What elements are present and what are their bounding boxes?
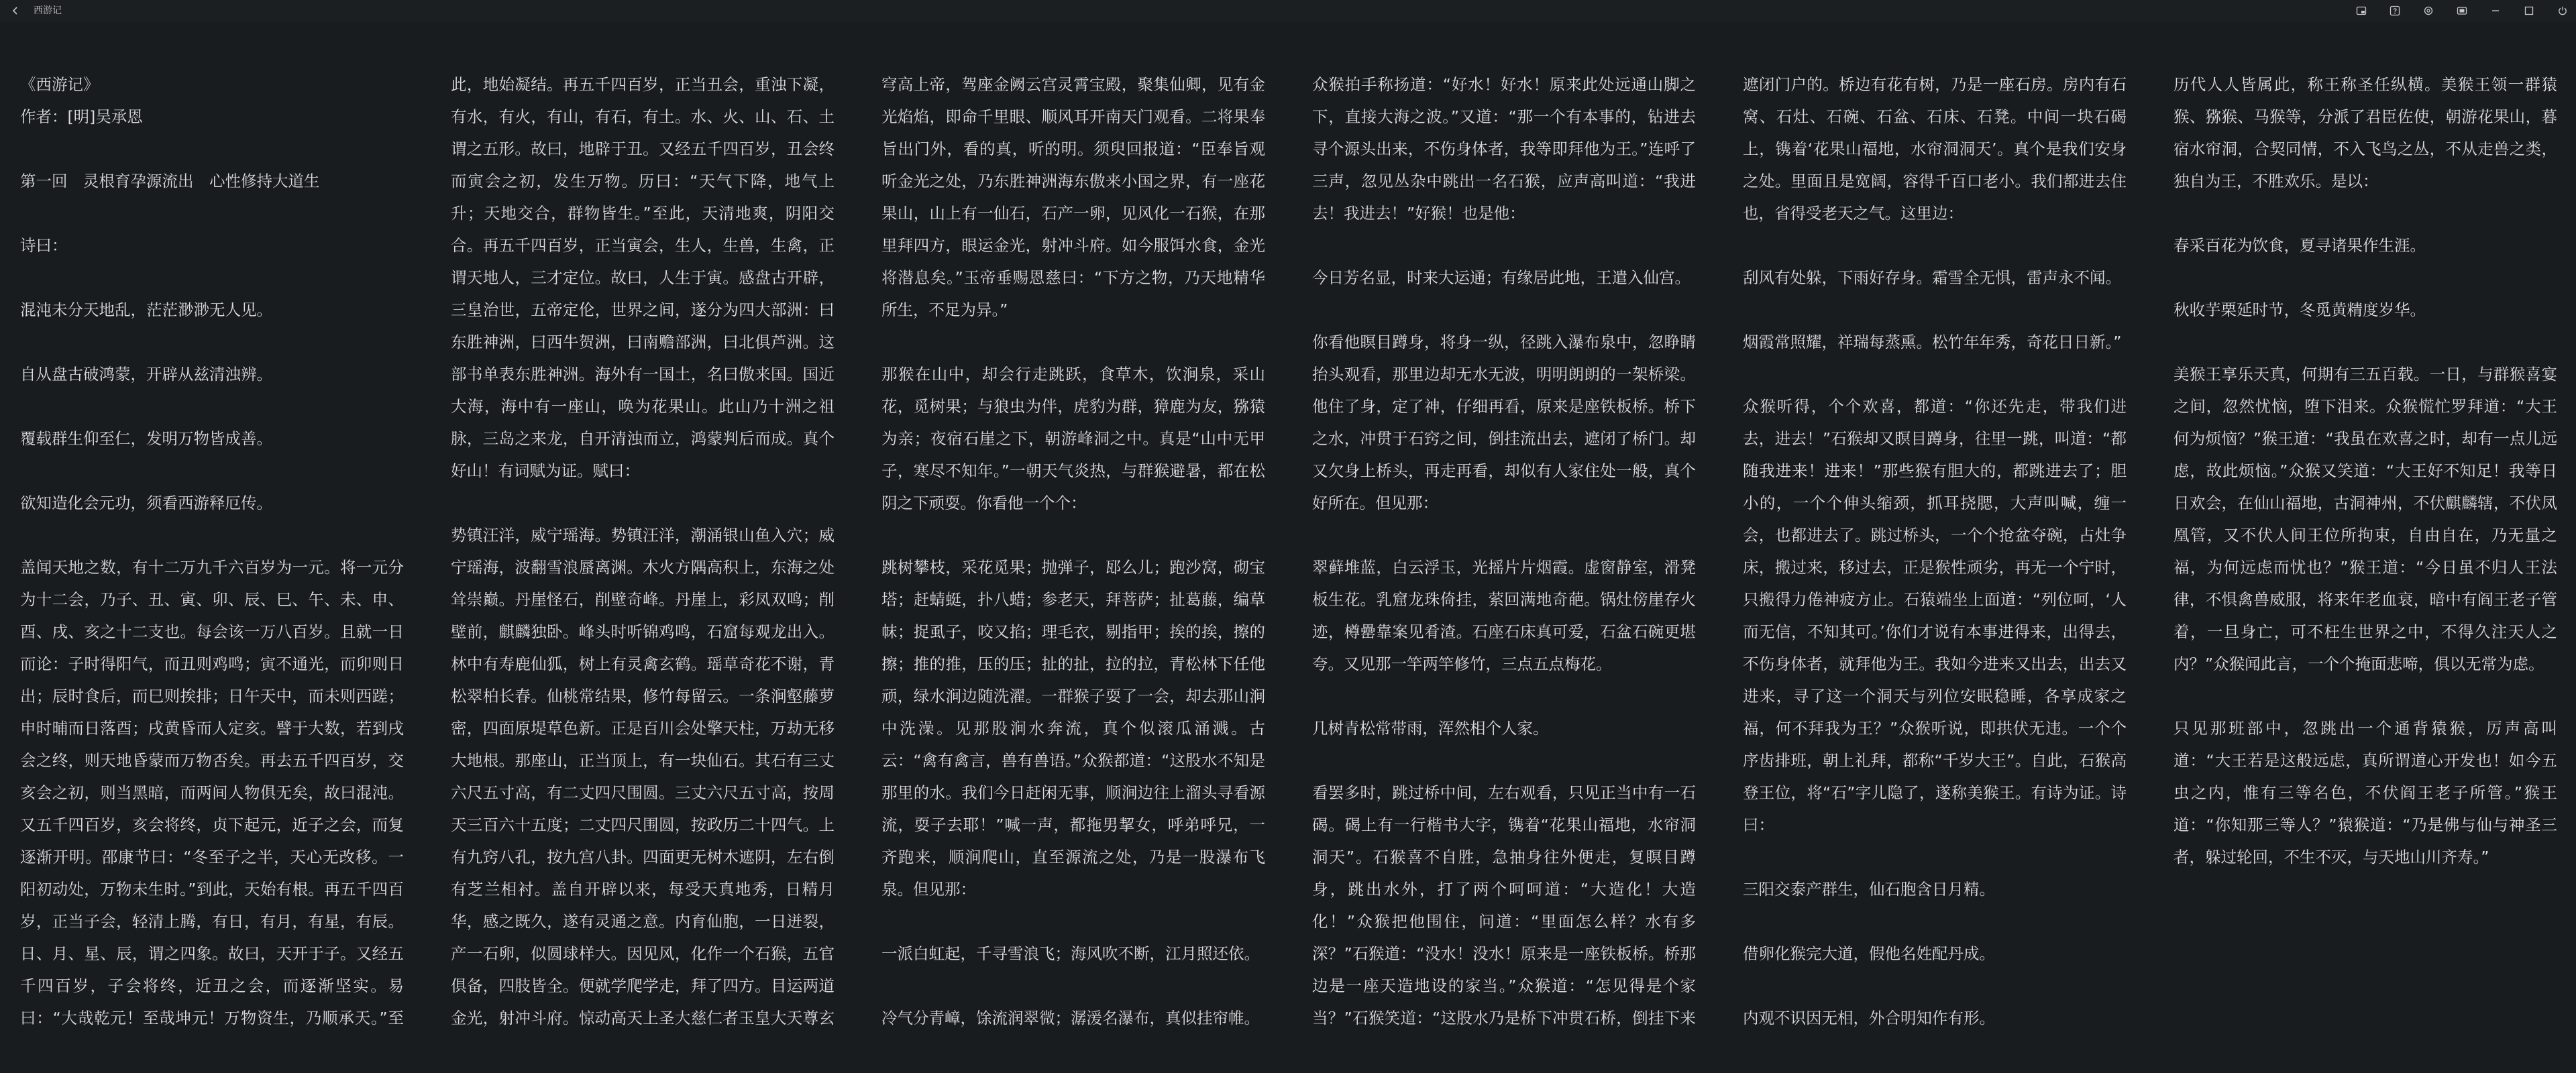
paragraph: 势镇汪洋，威宁瑶海。势镇汪洋，潮涌银山鱼入穴；威宁瑶海，波翻雪浪蜃离渊。木火方隅高积上，东海之处耸崇巅。丹崖怪石，削壁奇峰。丹崖上，彩凤双鸣；削壁前，麒麟独卧。峰头时听锦鸡鸣，石窟每观龙出入。林中有寿鹿仙狐，树上有灵禽玄鹤。瑶草奇花不谢，青松翠柏长春。仙桃常结果，修竹每留云。一条涧壑藤萝密，四面原堤草色新。正是百川会处擎天柱，万劫无移大地根。那座山，正当顶上，有一块仙石。其石有三丈六尺五寸高，有二丈四尺围圆。三丈六尺五寸高，按周天三百六十五度；二丈四尺围圆，按政历二十四气。上有九窍八孔，按九宫八卦。四面更无树木遮阴，左右倒有芝兰相衬。盖自开辟以来，每受天真地秀，日精月华，感之既久，遂有灵通之意。内育仙胞，一日迸裂，产一石卵，似圆球样大。因见风，化作一个石猴，五官俱备，四肢皆全。便就学爬学走，拜了四方。目运两道金光，射冲斗府。惊动高天上圣大慈仁者玉皇大天尊玄穹高上帝，驾座金阙云宫灵霄宝殿，聚集仙卿，见有金光焰焰，即命千里眼、顺风耳开南天门观看。二将果奉旨出门外，看的真，听的明。须臾回报道：“臣奉旨观听金光之处，乃东胜神洲海东傲来小国之界，有一座花果山，山上有一仙石，石产一卵，见风化一石猴，在那里拜四方，眼运金光，射冲斗府。如今服饵水食，金光将潜息矣。”玉帝垂赐恩慈曰：“下方之物，乃天地精华所生，不足为异。”: [451, 75, 1265, 1027]
title-bar: [0, 0, 2576, 21]
paragraph: 今日芳名显，时来大运通；有缘居此地，王遣入仙宫。: [1312, 268, 1690, 287]
window-controls: [2336, 3, 2571, 19]
maximize-icon: [2524, 5, 2534, 16]
paragraph: 三阳交泰产群生，仙石胞含日月精。: [1743, 880, 1995, 899]
paragraph: 美猴王享乐天真，何期有三五百载。一日，与群猴喜宴之间，忽然忧恼，堕下泪来。众猴慌忙罗拜道：“大王何为烦恼？”猴王道：“我虽在欢喜之时，却有一点儿远虑，故此烦恼。”众猴又笑道：“大王好不知足！我等日日欢会，在仙山福地，古洞神州，不伏麒麟辖，不伏凤凰管，又不伏人间王位所拘束，自由自在，乃无量之福，为何远虑而忧也？”猴王道：“今日虽不归人王法律，不惧禽兽威服，将来年老血衰，暗中有阎王老子管着，一旦身亡，可不枉生世界之中，不得久注天人之内？”众猴闻此言，一个个掩面悲啼，俱以无常为虑。: [2174, 365, 2557, 673]
paragraph: 那猴在山中，却会行走跳跃，食草木，饮涧泉，采山花，觅树果；与狼虫为伴，虎豹为群，獐鹿为友，猕猿为亲；夜宿石崖之下，朝游峰洞之中。真是“山中无甲子，寒尽不知年。”一朝天气炎热，与群猴避暑，都在松阴之下顽耍。你看他一个个：: [881, 365, 1265, 512]
paragraph: 借卵化猴完大道，假他名姓配丹成。: [1743, 944, 1995, 963]
paragraph: 历代人人皆属此，称王称圣任纵横。美猴王领一群猿猴、猕猴、马猴等，分派了君臣佐使，朝游花果山，暮宿水帘洞，合契同情，不入飞鸟之丛，不从走兽之类，独自为王，不胜欢乐。是以：: [2174, 75, 2557, 190]
paragraph: 只见那班部中，忽跳出一个通背猿猴，厉声高叫道：“大王若是这般远虑，真所谓道心开发也！如今五虫之内，惟有三等名色，不伏阎王老子所管。”猴王道：“你知那三等人？”猿猴道：“乃是佛与仙与神圣三者，躲过轮回，不生不灭，与天地山川齐寿。”: [2174, 719, 2557, 866]
minimize-button[interactable]: [2487, 3, 2504, 19]
power-icon: [2557, 5, 2568, 16]
power-button[interactable]: [2555, 3, 2571, 19]
back-button[interactable]: [8, 3, 23, 18]
fullscreen-button[interactable]: [2454, 3, 2470, 19]
paragraph: 混沌未分天地乱，茫茫渺渺无人见。: [20, 300, 272, 319]
paragraph: 烟霞常照耀，祥瑞每蒸熏。松竹年年秀，奇花日日新。”: [1743, 333, 2122, 351]
paragraph: 看罢多时，跳过桥中间，左右观看，只见正当中有一石碣。碣上有一行楷书大字，镌着“花果山福地，水帘洞洞天”。石猴喜不自胜，急抽身往外便走，复瞑目蹲身，跳出水外，打了两个呵呵道：“大造化！大造化！”众猴把他围住，问道：“里面怎么样？水有多深？”石猴道：“没水！没水！原来是一座铁板桥。桥那边是一座天造地设的家当。”众猴道：“怎见得是个家当？”石猴笑道：“这股水乃是桥下冲贯石桥，倒挂下来遮闭门户的。桥边有花有树，乃是一座石房。房内有石窝、石灶、石碗、石盆、石床、石凳。中间一块石碣上，镌着‘花果山福地，水帘洞洞天’。真个是我们安身之处。里面且是宽阔，容得千百口老小。我们都进去住也，省得受老天之气。这里边：: [1312, 75, 2127, 1027]
paragraph: 冷气分青嶂，馀流润翠微；潺湲名瀑布，真似挂帘帷。: [881, 1009, 1260, 1027]
help-button[interactable]: [2387, 3, 2403, 19]
paragraph: 诗曰：: [20, 236, 68, 255]
paragraph: 自从盘古破鸿蒙，开辟从兹清浊辨。: [20, 365, 272, 384]
paragraph: 众猴拍手称扬道：“好水！好水！原来此处远通山脚之下，直接大海之波。”又道：“那一个有本事的，钻进去寻个源头出来，不伤身体者，我等即拜他为王。”连呼了三声，忽见丛杂中跳出一名石猴，应声高叫道：“我进去！我进去！”好猴！也是他：: [1312, 75, 1696, 223]
back-icon: [11, 6, 20, 15]
paragraph: 覆载群生仰至仁，发明万物皆成善。: [20, 429, 272, 448]
paragraph: 一派白虹起，千寻雪浪飞；海风吹不断，江月照还依。: [881, 944, 1260, 963]
settings-icon: [2423, 5, 2434, 16]
paragraph: 众猴听得，个个欢喜，都道：“你还先走，带我们进去，进去！”石猴却又瞑目蹲身，往里一跳，叫道：“都随我进来！进来！”那些猴有胆大的，都跳进去了；胆小的，一个个伸头缩颈，抓耳挠腮，大声叫喊，缠一会，也都进去了。跳过桥头，一个个抢盆夺碗，占灶争床，搬过来，移过去，正是猴性顽劣，再无一个宁时，只搬得力倦神疲方止。石猿端坐上面道：“列位呵，‘人而无信，不知其可。’你们才说有本事进得来，出得去，不伤身体者，就拜他为王。我如今进来又出去，出去又进来，寻了这一个洞天与列位安眠稳睡，各享成家之福，何不拜我为王？”众猴听说，即拱伏无违。一个个序齿排班，朝上礼拜，都称“千岁大王”。自此，石猴高登王位，将“石”字儿隐了，遂称美猴王。有诗为证。诗曰：: [1743, 397, 2127, 834]
picture-in-picture-icon: [2356, 5, 2367, 16]
reading-pane: [20, 68, 2557, 1054]
fullscreen-icon: [2457, 5, 2467, 16]
paragraph: 刮风有处躲，下雨好存身。霜雪全无惧，雷声永不闻。: [1743, 268, 2121, 287]
paragraph: 作者：[明]吴承恩: [20, 107, 143, 126]
paragraph: 春采百花为饮食，夏寻诸果作生涯。: [2174, 236, 2426, 255]
help-icon: [2390, 5, 2400, 16]
paragraph: 欲知造化会元功，须看西游释厄传。: [20, 494, 272, 512]
window-title: 西游记: [34, 5, 62, 16]
paragraph: 几树青松常带雨，浑然相个人家。: [1312, 719, 1549, 738]
paragraph: 《西游记》: [20, 75, 99, 94]
minimize-icon: [2490, 5, 2501, 16]
paragraph: 盖闻天地之数，有十二万九千六百岁为一元。将一元分为十二会，乃子、丑、寅、卯、辰、巳、午、未、申、酉、戌、亥之十二支也。每会该一万八百岁。且就一日而论：子时得阳气，而丑则鸡鸣；寅不通光，而卯则日出；辰时食后，而巳则挨排；日午天中，而未则西蹉；申时晡而日落酉；戌黄昏而人定亥。譬于大数，若到戌会之终，则天地昏蒙而万物否矣。再去五千四百岁，交亥会之初，则当黑暗，而两间人物俱无矣，故曰混沌。又五千四百岁，亥会将终，贞下起元，近子之会，而复逐渐开明。邵康节曰：“冬至子之半，天心无改移。一阳初动处，万物未生时。”到此，天始有根。再五千四百岁，正当子会，轻清上腾，有日，有月，有星，有辰。日、月、星、辰，谓之四象。故曰，天开于子。又经五千四百岁，子会将终，近丑之会，而逐渐坚实。易曰：“大哉乾元！至哉坤元！万物资生，乃顺承天。”至此，地始凝结。再五千四百岁，正当丑会，重浊下凝，有水，有火，有山，有石，有土。水、火、山、石、土谓之五形。故曰，地辟于丑。又经五千四百岁，丑会终而寅会之初，发生万物。历曰：“天气下降，地气上升；天地交合，群物皆生。”至此，天清地爽，阴阳交合。再五千四百岁，正当寅会，生人，生兽，生禽，正谓天地人，三才定位。故曰，人生于寅。感盘古开辟，三皇治世，五帝定伦，世界之间，遂分为四大部洲：曰东胜神洲，曰西牛贺洲，曰南赡部洲，曰北俱芦洲。这部书单表东胜神洲。海外有一国土，名曰傲来国。国近大海，海中有一座山，唤为花果山。此山乃十洲之祖脉，三岛之来龙，自开清浊而立，鸿蒙判后而成。真个好山！有词赋为证。赋曰：: [20, 75, 835, 1027]
paragraph: 你看他瞑目蹲身，将身一纵，径跳入瀑布泉中，忽睁睛抬头观看，那里边却无水无波，明明朗朗的一架桥梁。他住了身，定了神，仔细再看，原来是座铁板桥。桥下之水，冲贯于石窍之间，倒挂流出去，遮闭了桥门。却又欠身上桥头，再走再看，却似有人家住处一般，真个好所在。但见那：: [1312, 333, 1696, 512]
paragraph: 翠藓堆蓝，白云浮玉，光摇片片烟霞。虚窗静室，滑凳板生花。乳窟龙珠倚挂，萦回满地奇葩。锅灶傍崖存火迹，樽罍靠案见肴渣。石座石床真可爱，石盆石碗更堪夸。又见那一竿两竿修竹，三点五点梅花。: [1312, 558, 1696, 673]
paragraph: 内观不识因无相，外合明知作有形。: [1743, 1009, 1995, 1027]
paragraph: 秋收芋栗延时节，冬觅黄精度岁华。: [2174, 300, 2426, 319]
picture-in-picture-button[interactable]: [2353, 3, 2369, 19]
maximize-button[interactable]: [2521, 3, 2537, 19]
paragraph: 第一回 灵根育孕源流出 心性修持大道生: [20, 172, 320, 190]
settings-button[interactable]: [2420, 3, 2436, 19]
paragraph: 跳树攀枝，采花觅果；抛弹子，邷么儿；跑沙窝，砌宝塔；赶蜻蜓，扑八蜡；参老天，拜菩萨；扯葛藤，编草帓；捉虱子，咬又掐；理毛衣，剔指甲；挨的挨，擦的擦；推的推，压的压；扯的扯，拉的拉，青松林下任他顽，绿水涧边随洗濯。一群猴子耍了一会，却去那山涧中洗澡。见那股涧水奔流，真个似滚瓜涌溅。古云：“禽有禽言，兽有兽语。”众猴都道：“这股水不知是那里的水。我们今日赶闲无事，顺涧边往上溜头寻看源流，耍子去耶！”喊一声，都拖男挈女，呼弟呼兄，一齐跑来，顺涧爬山，直至源流之处，乃是一股瀑布飞泉。但见那：: [881, 558, 1265, 899]
